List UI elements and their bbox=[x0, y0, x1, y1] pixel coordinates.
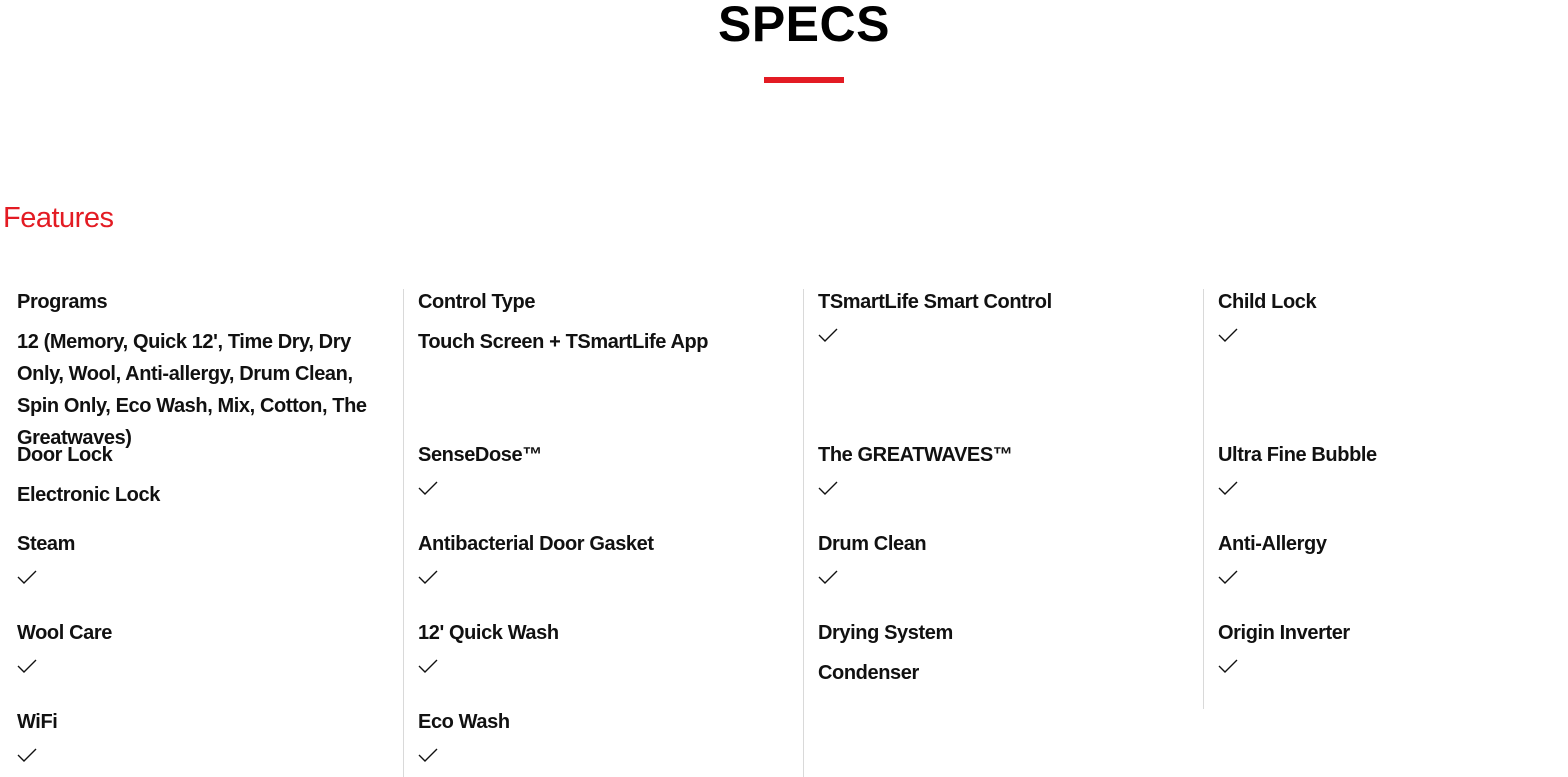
spec-value: 12 (Memory, Quick 12', Time Dry, Dry Only, Wool, Anti-allergy, Drum Clean, Spin Only, Eco Wash, Mix, Cotton, The Greatwaves) bbox=[17, 331, 367, 449]
spec-item-control-type bbox=[418, 289, 794, 358]
spec-item-drum-clean bbox=[818, 531, 1194, 585]
check-icon bbox=[1218, 327, 1238, 343]
check-icon bbox=[818, 569, 838, 585]
check-icon bbox=[1218, 480, 1238, 496]
spec-item-sensedose bbox=[418, 442, 794, 496]
spec-label: Antibacterial Door Gasket bbox=[418, 533, 654, 555]
spec-label: WiFi bbox=[17, 711, 58, 733]
spec-column-4 bbox=[1203, 289, 1568, 709]
spec-value: Condenser bbox=[818, 662, 919, 684]
spec-column-3 bbox=[803, 289, 1204, 777]
spec-item-wifi bbox=[17, 709, 393, 763]
check-icon bbox=[818, 327, 838, 343]
check-icon bbox=[17, 747, 37, 763]
check-icon bbox=[418, 569, 438, 585]
spec-label: Drum Clean bbox=[818, 533, 927, 555]
check-icon bbox=[1218, 569, 1238, 585]
check-icon bbox=[418, 480, 438, 496]
spec-item-tsmartlife-smart-control bbox=[818, 289, 1194, 343]
check-icon bbox=[1218, 658, 1238, 674]
spec-item-greatwaves bbox=[818, 442, 1194, 496]
spec-label: 12' Quick Wash bbox=[418, 622, 559, 644]
spec-item-anti-allergy bbox=[1218, 531, 1568, 585]
spec-label: Child Lock bbox=[1218, 291, 1317, 313]
spec-label: Control Type bbox=[418, 291, 536, 313]
spec-label: Anti-Allergy bbox=[1218, 533, 1327, 555]
page-title: SPECS bbox=[717, 0, 890, 52]
spec-label: Door Lock bbox=[17, 444, 113, 466]
check-icon bbox=[418, 747, 438, 763]
spec-label: The GREATWAVES™ bbox=[818, 444, 1013, 466]
spec-value: Touch Screen + TSmartLife App bbox=[418, 331, 709, 353]
spec-label: Drying System bbox=[818, 622, 953, 644]
spec-item-antibacterial-door-gasket bbox=[418, 531, 794, 585]
spec-label: Eco Wash bbox=[418, 711, 510, 733]
spec-label: Origin Inverter bbox=[1218, 622, 1350, 644]
spec-item-child-lock bbox=[1218, 289, 1568, 343]
spec-label: Steam bbox=[17, 533, 76, 555]
spec-label: TSmartLife Smart Control bbox=[818, 291, 1052, 313]
spec-item-door-lock bbox=[17, 442, 393, 511]
spec-item-quick-wash bbox=[418, 620, 794, 674]
title-underline bbox=[764, 77, 844, 83]
check-icon bbox=[17, 569, 37, 585]
check-icon bbox=[818, 480, 838, 496]
spec-label: Ultra Fine Bubble bbox=[1218, 444, 1377, 466]
spec-column-2 bbox=[403, 289, 804, 777]
spec-item-origin-inverter bbox=[1218, 620, 1568, 674]
spec-item-eco-wash bbox=[418, 709, 794, 763]
spec-value: Electronic Lock bbox=[17, 484, 160, 506]
spec-label: SenseDose™ bbox=[418, 444, 542, 466]
spec-item-ultra-fine-bubble bbox=[1218, 442, 1568, 496]
spec-item-steam bbox=[17, 531, 393, 585]
spec-item-wool-care bbox=[17, 620, 393, 674]
check-icon bbox=[17, 658, 37, 674]
spec-item-drying-system bbox=[818, 620, 1194, 689]
section-title-features: Features bbox=[3, 202, 114, 234]
spec-label: Wool Care bbox=[17, 622, 112, 644]
spec-column-1 bbox=[3, 289, 403, 777]
spec-item-programs bbox=[17, 289, 393, 454]
check-icon bbox=[418, 658, 438, 674]
spec-label: Programs bbox=[17, 291, 108, 313]
